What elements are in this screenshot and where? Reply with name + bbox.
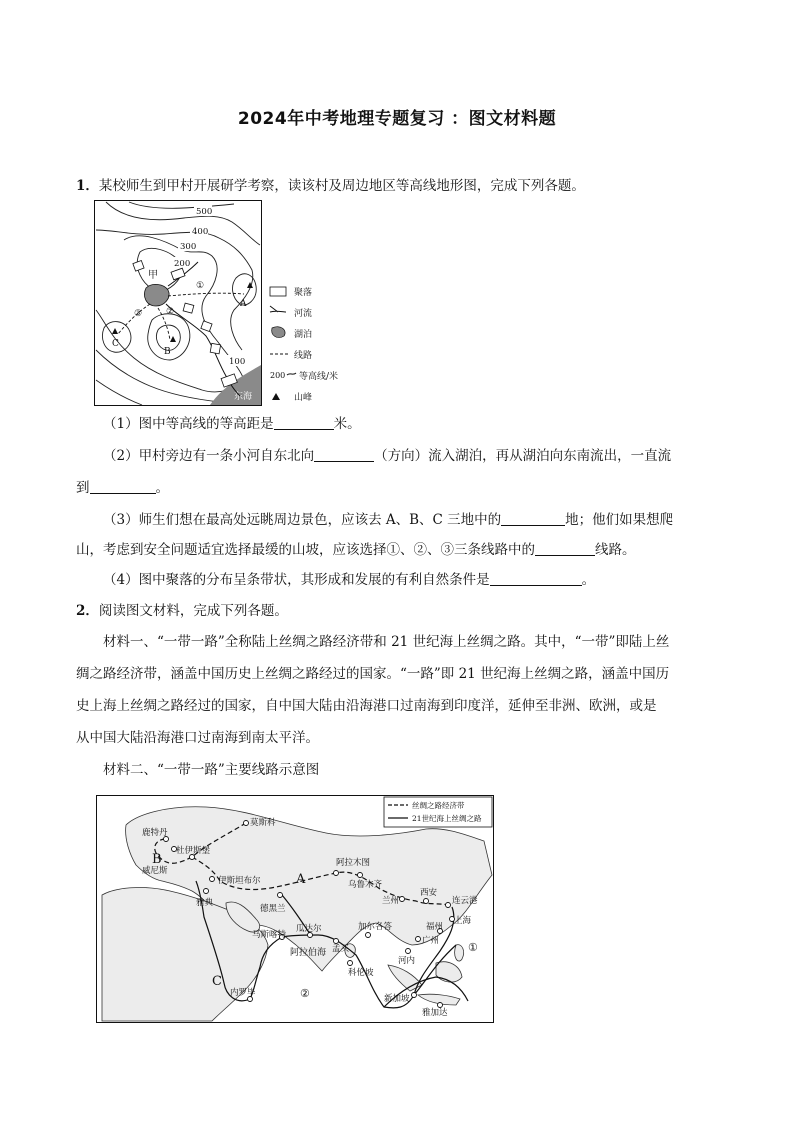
q1-sub1-blank[interactable] xyxy=(274,415,334,430)
question-1-number: 1． xyxy=(76,178,99,194)
contour-map-frame xyxy=(95,201,262,406)
city-label-athens: 雅典 xyxy=(196,898,214,908)
legend-contour-value: 200 xyxy=(270,371,286,380)
question-2-stem xyxy=(76,601,288,621)
region-label-a: A xyxy=(296,872,306,887)
contour-map xyxy=(94,200,339,406)
q1-sub3-text-cont: 地；他们如果想爬 xyxy=(565,512,674,528)
belt-road-map xyxy=(96,795,494,1023)
city-label-gwadar: 瓜达尔 xyxy=(296,924,322,934)
peak-label-b: B xyxy=(164,347,171,357)
region-label-b: B xyxy=(152,852,162,867)
city-marker xyxy=(334,939,339,944)
city-label-moscow: 莫斯科 xyxy=(250,818,276,828)
legend-river-swatch xyxy=(270,306,286,312)
city-label-urumqi: 乌鲁木齐 xyxy=(348,880,383,890)
city-label-kolkata: 加尔各答 xyxy=(358,922,393,932)
q1-sub2-blank-direction[interactable] xyxy=(314,447,374,462)
city-marker xyxy=(424,899,429,904)
region-label-c: C xyxy=(212,974,222,989)
city-marker xyxy=(406,949,411,954)
map-legend xyxy=(384,797,492,827)
settlement xyxy=(183,303,194,313)
peak-label-a: A xyxy=(240,299,247,309)
city-marker xyxy=(334,871,339,876)
q1-sub4-blank[interactable] xyxy=(490,571,582,586)
q1-sub3-blank-route[interactable] xyxy=(535,541,595,556)
settlement xyxy=(210,343,220,353)
question-1-text: 某校师生到甲村开展研学考察，读该村及周边地区等高线地形图，完成下列各题。 xyxy=(98,178,585,194)
city-label-rotterdam: 鹿特丹 xyxy=(142,828,168,838)
material-1-line-1: 材料一、“一带一路”全称陆上丝绸之路经济带和 21 世纪海上丝绸之路。其中，“一带”即陆上丝 xyxy=(103,634,670,650)
q1-sub4-period: 。 xyxy=(581,572,596,588)
q1-sub3-line2 xyxy=(76,540,636,560)
route-mark-1: ① xyxy=(468,941,478,954)
city-label-xian: 西安 xyxy=(420,888,438,898)
legend-lake-swatch xyxy=(272,327,285,338)
page-title: 2024年中考地理专题复习 ：图文材料题 xyxy=(237,109,557,129)
city-label-lianyungang: 连云港 xyxy=(452,896,478,906)
city-label-singapore: 新加坡 xyxy=(384,994,410,1004)
question-2-number: 2． xyxy=(76,603,99,619)
city-marker xyxy=(412,993,417,998)
city-marker xyxy=(348,961,353,966)
q1-sub3-text-routes: 山，考虑到安全问题适宜选择最缓的山坡，应该选择①、②、③三条线路中的 xyxy=(76,542,535,558)
city-label-mumbai: 孟买 xyxy=(332,944,350,954)
legend-river: 河流 xyxy=(294,309,313,319)
city-label-tehran: 德黑兰 xyxy=(260,904,286,914)
contour-label-400: 400 xyxy=(192,227,209,237)
legend-land-route: 丝绸之路经济带 xyxy=(412,801,465,810)
city-marker xyxy=(278,893,283,898)
philippines xyxy=(455,945,464,961)
legend-peak-swatch xyxy=(272,393,280,400)
material-1-line-4: 从中国大陆沿海港口过南海到南太平洋。 xyxy=(76,730,319,746)
city-label-hanoi: 河内 xyxy=(398,956,416,966)
material-2-caption: 材料二、“一带一路”主要线路示意图 xyxy=(103,762,320,778)
legend-contour-swatch xyxy=(287,373,296,375)
question-1-stem xyxy=(76,176,585,196)
city-marker xyxy=(416,937,421,942)
q1-sub2-line2 xyxy=(76,478,169,498)
peak-label-c: C xyxy=(112,339,119,349)
material-1-line-3: 史上海上丝绸之路经过的国家，自中国大陆由沿海港口过南海到印度洋，延伸至非洲、欧洲，或是 xyxy=(76,698,657,714)
city-label-muscat: 马斯喀特 xyxy=(252,930,287,940)
legend-sea-route: 21世纪海上丝绸之路 xyxy=(412,814,482,823)
city-marker xyxy=(400,897,405,902)
city-marker xyxy=(358,873,363,878)
contour-label-100: 100 xyxy=(229,357,246,367)
city-label-guangzhou: 广州 xyxy=(422,936,440,946)
contour-label-300: 300 xyxy=(180,242,197,252)
city-label-duisburg: 杜伊斯堡 xyxy=(176,846,211,856)
q1-sub3-blank-place[interactable] xyxy=(501,511,565,526)
legend-lake: 湖泊 xyxy=(294,330,313,340)
sea-label: 东海 xyxy=(234,392,253,402)
legend-peak: 山峰 xyxy=(294,393,313,403)
legend-settlement-swatch xyxy=(270,287,286,296)
sea-label-arabian: 阿拉伯海 xyxy=(290,948,327,958)
city-label-colombo: 科伦坡 xyxy=(348,968,374,978)
q1-sub1 xyxy=(103,414,361,434)
q1-sub3-text-end: 线路。 xyxy=(595,542,636,558)
question-2-text: 阅读图文材料，完成下列各题。 xyxy=(98,603,288,619)
q1-sub2-text: （2）甲村旁边有一条小河自东北向 xyxy=(103,448,315,464)
route-label-3: ③ xyxy=(134,309,143,319)
contour-label-200: 200 xyxy=(174,259,191,269)
city-label-almaty: 阿拉木图 xyxy=(336,858,371,868)
legend-route: 线路 xyxy=(294,351,313,361)
q1-sub3 xyxy=(103,510,673,530)
q1-sub1-text: （1）图中等高线的等高距是 xyxy=(103,416,274,432)
q1-sub4 xyxy=(103,570,595,590)
q1-sub2-text-cont: （方向）流入湖泊，再从湖泊向东南流出，一直流 xyxy=(374,448,672,464)
city-label-jakarta: 雅加达 xyxy=(422,1008,448,1018)
route-mark-2: ② xyxy=(300,987,310,1000)
route-label-1: ① xyxy=(196,281,205,291)
q1-sub3-text: （3）师生们想在最高处远眺周边景色，应该去 A、B、C 三地中的 xyxy=(103,512,502,528)
city-label-lanzhou: 兰州 xyxy=(382,896,400,906)
city-marker xyxy=(438,1003,443,1008)
map-legend xyxy=(270,286,338,403)
route-label-2: ② xyxy=(166,307,175,317)
legend-settlement: 聚落 xyxy=(294,288,313,298)
q1-sub2-blank-destination[interactable] xyxy=(90,479,156,494)
q1-sub2-text-to: 到 xyxy=(76,480,90,496)
q1-sub2-period: 。 xyxy=(155,480,169,496)
material-1-line-2: 绸之路经济带，涵盖中国历史上丝绸之路经过的国家。“一路”即 21 世纪海上丝绸之路，涵盖中国历 xyxy=(76,666,670,682)
city-label-venice: 威尼斯 xyxy=(142,866,168,876)
city-marker xyxy=(204,889,209,894)
contour-label-500: 500 xyxy=(196,207,213,217)
q1-sub4-text: （4）图中聚落的分布呈条带状，其形成和发展的有利自然条件是 xyxy=(103,572,490,588)
q1-sub1-unit: 米。 xyxy=(333,416,361,432)
city-label-istanbul: 伊斯坦布尔 xyxy=(218,876,261,886)
city-marker xyxy=(366,933,371,938)
village-label: 甲 xyxy=(148,270,158,281)
city-label-fuzhou: 福州 xyxy=(426,922,444,932)
city-marker xyxy=(244,821,249,826)
lake xyxy=(144,284,169,306)
city-marker xyxy=(446,903,451,908)
city-marker xyxy=(210,877,215,882)
legend-contour: 等高线/米 xyxy=(299,372,339,382)
q1-sub2 xyxy=(103,446,671,466)
city-label-shanghai: 上海 xyxy=(454,916,472,926)
city-label-nairobi: 内罗毕 xyxy=(230,988,256,998)
